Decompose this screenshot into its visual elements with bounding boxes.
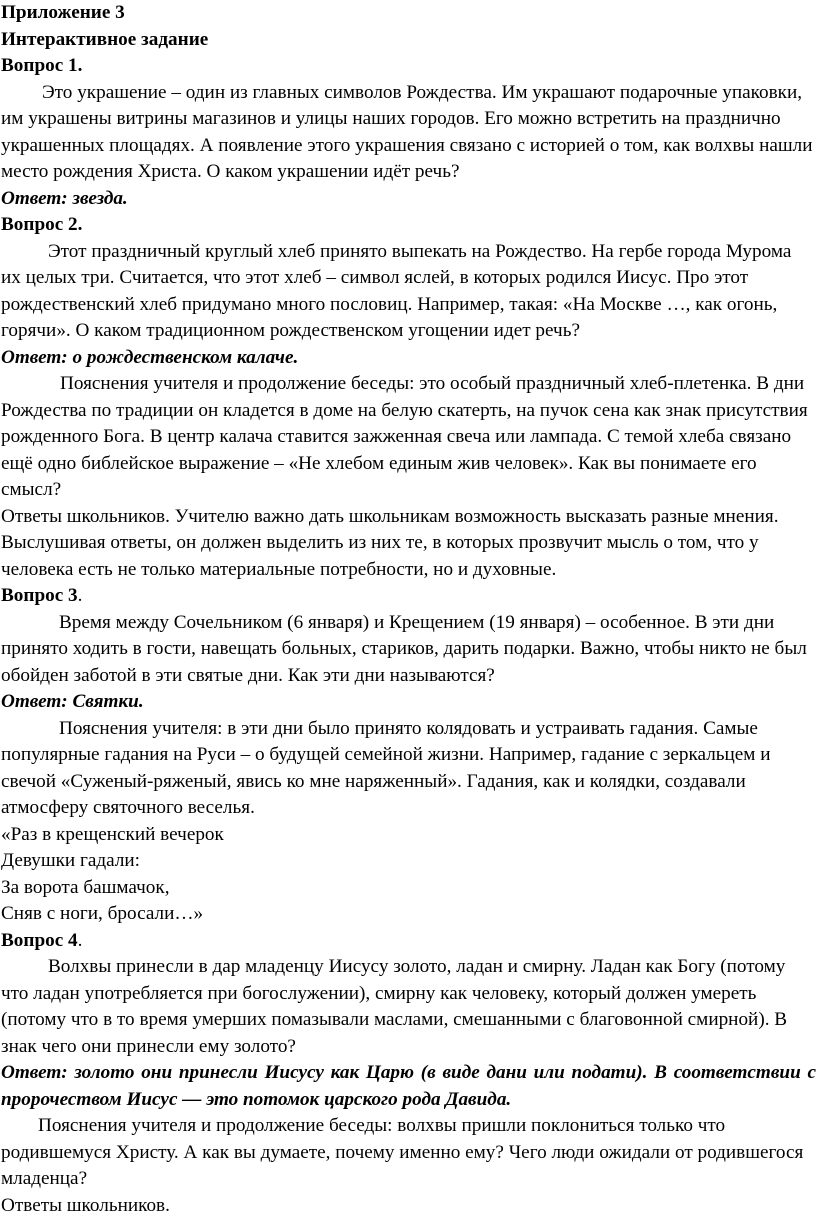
question-1-text: Это украшение – один из главных символов Рождества. Им украшают подарочные упаковки, им украшены витрины магазинов и улицы наших городов. Его можно встретить на празднично украшенных площадях. А появление этого украшения связано с историей о том, как волхвы нашли место рождения Христа. О каком украшении идёт речь?: [1, 80, 816, 186]
appendix-label: Приложение 3: [1, 0, 816, 27]
question-3-label-dot: .: [78, 585, 83, 606]
question-4-student-answers: Ответы школьников.: [1, 1193, 816, 1219]
question-2-label: Вопрос 2.: [1, 212, 816, 239]
poem-line: Девушки гадали:: [1, 848, 816, 875]
question-4-heading: [1, 928, 816, 955]
document-title: Интерактивное задание: [1, 27, 816, 54]
question-4-label-dot: .: [78, 930, 83, 951]
question-2-student-answers: Ответы школьников. Учителю важно дать школьникам возможность высказать разные мнения. Выслушивая ответы, он должен выделить из них те, в которых прозвучит мысль о том, что у человека есть не только материальные потребности, но и духовные.: [1, 504, 816, 584]
question-3-teacher-notes: Пояснения учителя: в эти дни было принято колядовать и устраивать гадания. Самые популярные гадания на Руси – о будущей семейной жизни. Например, гадание с зеркальцем и свечой «Суженый-ряженый, явись ко мне наряженный». Гадания, как и колядки, создавали атмосферу святочного веселья.: [1, 716, 816, 822]
question-3-answer: Ответ: Святки.: [1, 689, 816, 716]
question-4-teacher-notes: Пояснения учителя и продолжение беседы: волхвы пришли поклониться только что родившемуся Христу. А как вы думаете, почему именно ему? Чего люди ожидали от родившегося младенца?: [1, 1113, 816, 1193]
question-4-label: Вопрос 4: [1, 930, 78, 951]
question-4-answer: Ответ: золото они принесли Иисусу как Царю (в виде дани или подати). В соответствии с пророчеством Иисус — это потомок царского рода Давида.: [1, 1060, 816, 1113]
poem-line: «Раз в крещенский вечерок: [1, 822, 816, 849]
poem-line: Сняв с ноги, бросали…»: [1, 901, 816, 928]
question-3-heading: [1, 583, 816, 610]
question-2-text: Этот праздничный круглый хлеб принято выпекать на Рождество. На гербе города Мурома их целых три. Считается, что этот хлеб – символ яслей, в которых родился Иисус. Про этот рождественский хлеб придумано много пословиц. Например, такая: «На Москве …, как огонь, горячи». О каком традиционном рождественском угощении идет речь?: [1, 239, 816, 345]
poem-line: За ворота башмачок,: [1, 875, 816, 902]
question-4-text: Волхвы принесли в дар младенцу Иисусу золото, ладан и смирну. Ладан как Богу (потому что ладан употребляется при богослужении), смирну как человеку, который должен умереть (потому что в то время умерших помазывали маслами, смешанными с благовонной смирной). В знак чего они принесли ему золото?: [1, 954, 816, 1060]
question-3-text: Время между Сочельником (6 января) и Крещением (19 января) – особенное. В эти дни принято ходить в гости, навещать больных, стариков, дарить подарки. Важно, чтобы никто не был обойден заботой в эти святые дни. Как эти дни называются?: [1, 610, 816, 690]
question-1-label: Вопрос 1.: [1, 53, 816, 80]
question-2-answer: Ответ: о рождественском калаче.: [1, 345, 816, 372]
question-2-teacher-notes: Пояснения учителя и продолжение беседы: это особый праздничный хлеб-плетенка. В дни Рождества по традиции он кладется в доме на белую скатерть, на пучок сена как знак присутствия рожденного Бога. В центр калача ставится зажженная свеча или лампада. С темой хлеба связано ещё одно библейское выражение – «Не хлебом единым жив человек». Как вы понимаете его смысл?: [1, 371, 816, 504]
question-3-label: Вопрос 3: [1, 585, 78, 606]
question-1-answer: Ответ: звезда.: [1, 186, 816, 213]
